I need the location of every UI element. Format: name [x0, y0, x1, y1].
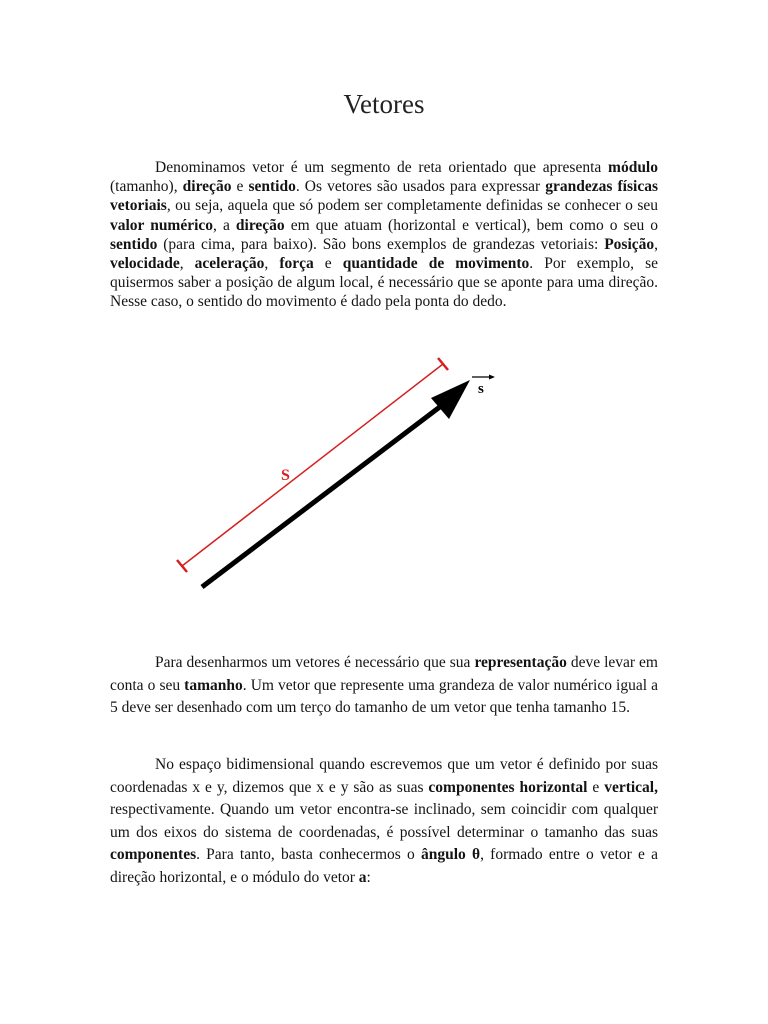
bold-term: representação: [474, 654, 567, 671]
paragraph-components: [110, 754, 658, 890]
text-run: ,: [654, 235, 658, 253]
vector-arrow: [202, 380, 470, 587]
text-run: . Os vetores são usados para expressar: [295, 178, 546, 196]
text-run: Denominamos vetor é um segmento de reta orientado que apresenta: [155, 159, 609, 176]
length-indicator: [177, 358, 448, 572]
vector-diagram: [160, 355, 520, 595]
bold-term: vertical,: [604, 778, 658, 796]
text-run: deve levar em conta o seu: [110, 654, 658, 694]
vector-figure: [160, 355, 520, 595]
text-run: . Para tanto, basta conhecermos o: [196, 846, 421, 864]
bold-term: ângulo θ: [420, 846, 481, 864]
page-title: Vetores: [343, 89, 425, 119]
text-run: respectivamente. Quando um vetor encontra-se inclinado, sem coincidir com qualquer um dos eixos do sistema de coordenadas, é possível determinar o tamanho das suas: [110, 801, 658, 841]
text-run: . Por exemplo, se quisermos saber a posição de algum local, é necessário que se aponte para uma direção. Nesse caso, o sentido do movimento é dado pela ponta do dedo.: [110, 255, 658, 311]
bold-term: sentido: [110, 235, 158, 253]
text-run: ,: [179, 255, 195, 273]
bold-term: tamanho: [184, 676, 243, 694]
text-run: , ou seja, aquela que só podem ser completamente definidas se conhecer o seu: [166, 197, 658, 215]
bold-term: sentido: [248, 178, 296, 196]
text-run: :: [366, 868, 371, 886]
text-run: , a: [213, 216, 236, 234]
text-run: ,: [264, 255, 280, 273]
bold-term: velocidade: [110, 255, 180, 273]
length-tick-start: [177, 560, 187, 572]
bold-term: módulo: [608, 159, 658, 176]
text-run: e: [587, 778, 605, 796]
paragraph-definition: [110, 158, 658, 312]
bold-term: componentes: [110, 846, 197, 864]
bold-term: aceleração: [194, 255, 265, 273]
vector-label: [472, 375, 495, 398]
text-run: e: [313, 255, 343, 273]
text-run: e: [231, 178, 249, 196]
text-run: No espaço bidimensional quando escrevemos que um vetor é definido por suas coordenadas x e y, dizemos que x e y são as suas: [110, 756, 658, 796]
bold-term: Posição: [604, 235, 655, 253]
bold-term: valor numérico: [110, 216, 214, 234]
vector-label-text: s: [478, 381, 484, 397]
bold-term: quantidade de movimento: [342, 255, 530, 273]
bold-term: grandezas físicas vetoriais: [110, 178, 658, 215]
arrow-head: [431, 380, 470, 419]
text-run: , formado entre o vetor e a direção horizontal, e o módulo do vetor: [110, 846, 659, 886]
vector-label-overbar-head: [489, 375, 495, 380]
length-label: S: [281, 467, 290, 484]
length-tick-end: [438, 358, 448, 370]
text-run: . Um vetor que represente uma grandeza de valor numérico igual a 5 deve ser desenhado com um terço do tamanho de um vetor que tenha tamanho 15.: [110, 676, 658, 717]
length-line: [182, 364, 443, 566]
text-run: Para desenharmos um vetores é necessário que sua: [155, 654, 475, 671]
bold-term: direção: [182, 178, 232, 196]
text-run: em que atuam (horizontal e vertical), bem como o seu o: [284, 216, 658, 234]
paragraph-representation: [110, 652, 658, 720]
bold-term: força: [279, 255, 314, 273]
arrow-shaft: [202, 403, 445, 587]
bold-term: a: [358, 868, 367, 886]
text-run: (tamanho),: [110, 178, 183, 196]
bold-term: direção: [235, 216, 285, 234]
text-run: (para cima, para baixo). São bons exemplos de grandezas vetoriais:: [157, 235, 605, 253]
bold-term: componentes horizontal: [428, 778, 588, 796]
